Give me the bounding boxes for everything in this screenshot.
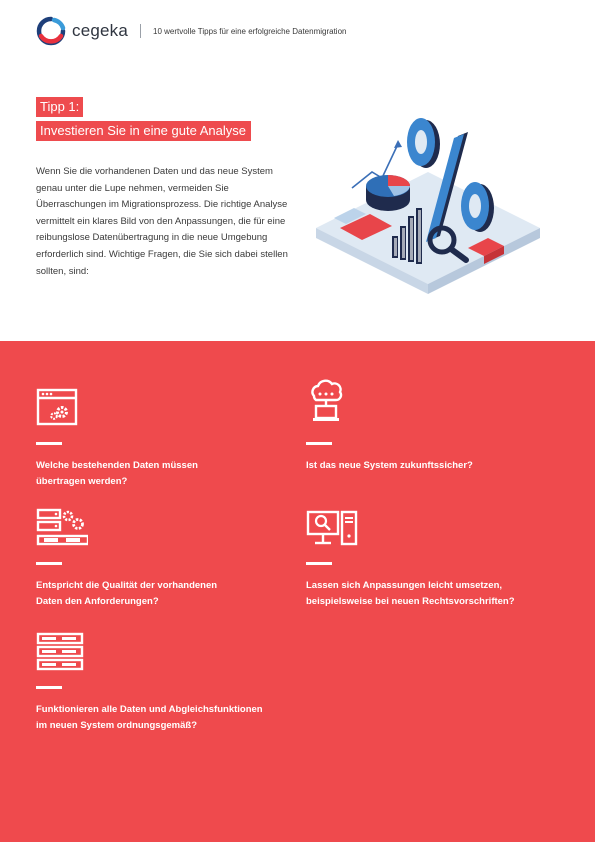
question-text: Entspricht die Qualität der vorhandenen Daten den Anforderungen? (36, 580, 218, 607)
tip-number: Tipp 1: (36, 97, 83, 117)
tip-heading (36, 97, 251, 141)
document-title: 10 wertvolle Tipps für eine erfolgreiche Datenmigration (153, 26, 347, 36)
question-item (36, 508, 217, 610)
cegeka-logo-icon (36, 16, 66, 46)
question-item (306, 378, 473, 474)
page-header (36, 16, 346, 46)
cloud-laptop-icon (306, 378, 358, 430)
question-text: Lassen sich Anpassungen leicht umsetzen, beispielsweise bei neuen Rechtsvorschriften? (306, 580, 515, 607)
server-gears-icon (36, 508, 88, 550)
browser-gear-icon (36, 388, 88, 430)
tip-title: Investieren Sie in eine gute Analyse (36, 121, 251, 141)
question-text: Ist das neue System zukunftssicher? (306, 460, 473, 471)
server-rack-icon (36, 632, 88, 674)
item-divider (36, 562, 62, 565)
question-item (36, 388, 198, 490)
brand-name: cegeka (72, 21, 129, 40)
question-item (36, 632, 263, 734)
header-divider (140, 24, 141, 38)
item-divider (36, 686, 62, 689)
item-divider (306, 442, 332, 445)
monitor-search-icon (306, 508, 358, 550)
intro-paragraph: Wenn Sie die vorhandenen Daten und das neue System genau unter die Lupe nehmen, vermeiden Sie Überraschungen im Migrationsprozess. Die richtige Analyse vermittelt ein klares Bild von den Anpassungen, die für eine reibungslose Datenübertragung in die neue Umgebung erforderlich sind. Wichtige Fragen, die Sie sich dabei stellen sollten, sind: (36, 166, 288, 277)
item-divider (306, 562, 332, 565)
question-text: Funktionieren alle Daten und Abgleichsfunktionen im neuen System ordnungsgemäß? (36, 704, 263, 731)
question-item (306, 508, 515, 610)
question-text: Welche bestehenden Daten müssen übertragen werden? (36, 460, 198, 487)
item-divider (36, 442, 62, 445)
analytics-illustration (308, 108, 548, 308)
